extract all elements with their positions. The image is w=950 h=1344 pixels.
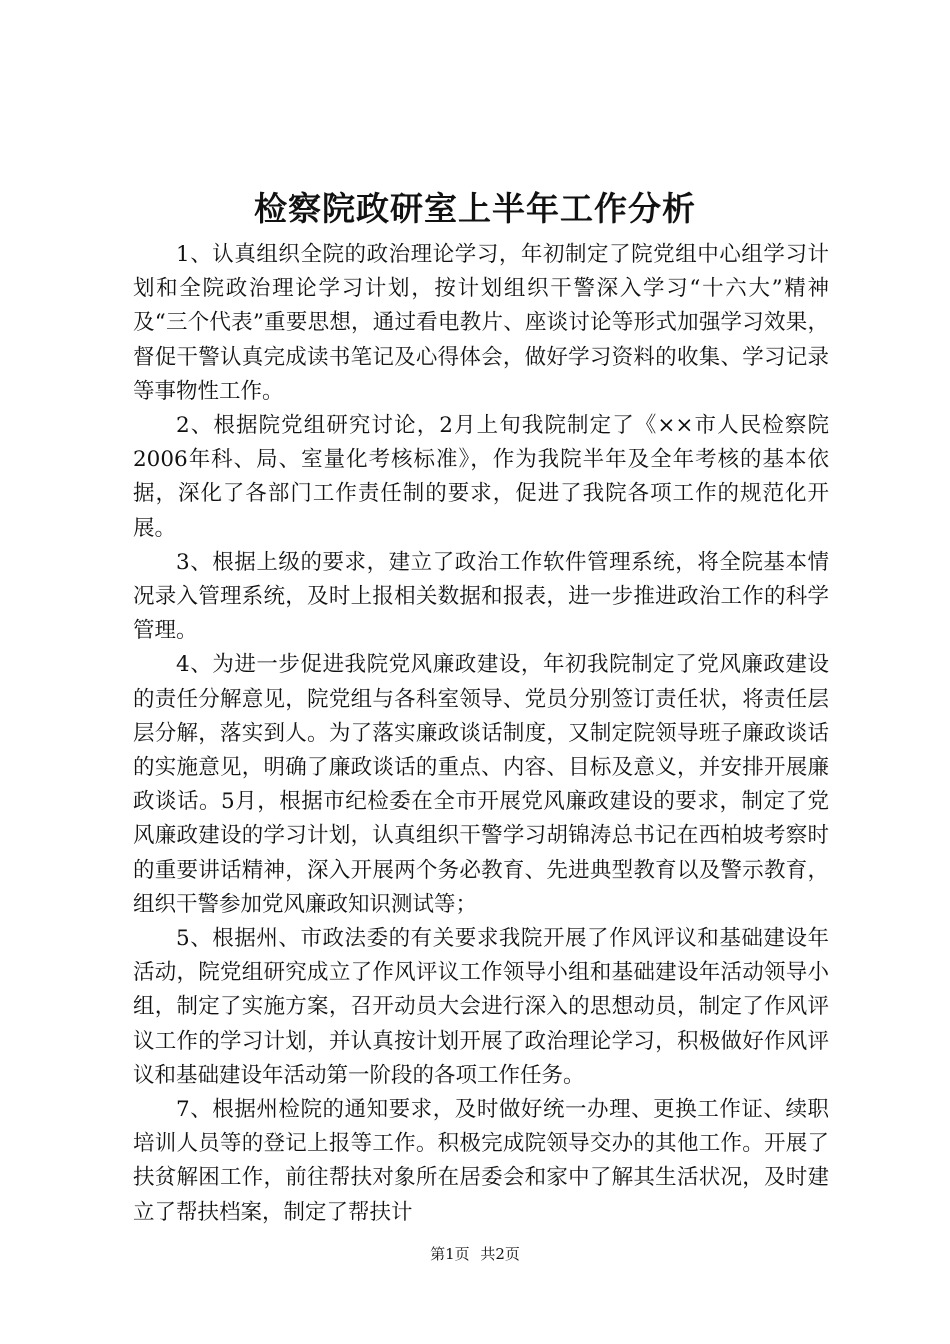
page-number-total: 共2页 [480, 1245, 520, 1263]
paragraph-5: 5、根据州、市政法委的有关要求我院开展了作风评议和基础建设年活动，院党组研究成立了作风评议工作领导小组和基础建设年活动领导小组，制定了实施方案，召开动员大会进行深入的思想动员，制定了作风评议工作的学习计划，并认真按计划开展了政治理论学习，积极做好作风评议和基础建设年活动第一阶段的各项工作任务。 [133, 926, 829, 1088]
paragraph-3: 3、根据上级的要求，建立了政治工作软件管理系统，将全院基本情况录入管理系统，及时上报相关数据和报表，进一步推进政治工作的科学管理。 [133, 549, 829, 644]
document-body [133, 238, 829, 1230]
paragraph-1: 1、认真组织全院的政治理论学习，年初制定了院党组中心组学习计划和全院政治理论学习计划，按计划组织干警深入学习“十六大”精神及“三个代表”重要思想，通过看电教片、座谈讨论等形式加强学习效果，督促干警认真完成读书笔记及心得体会，做好学习资料的收集、学习记录等事物性工作。 [133, 242, 829, 404]
page-footer [0, 1243, 950, 1265]
paragraph-7: 7、根据州检院的通知要求，及时做好统一办理、更换工作证、续职培训人员等的登记上报等工作。积极完成院领导交办的其他工作。开展了扶贫解困工作，前往帮扶对象所在居委会和家中了解其生活状况，及时建立了帮扶档案，制定了帮扶计 [133, 1097, 829, 1225]
page-number-current: 第1页 [430, 1245, 470, 1263]
document-title: 检察院政研室上半年工作分析 [254, 189, 696, 228]
paragraph-4: 4、为进一步促进我院党风廉政建设，年初我院制定了党风廉政建设的责任分解意见，院党组与各科室领导、党员分别签订责任状，将责任层层分解，落实到人。为了落实廉政谈话制度，又制定院领导班子廉政谈话的实施意见，明确了廉政谈话的重点、内容、目标及意义，并安排开展廉政谈话。5月，根据市纪检委在全市开展党风廉政建设的要求，制定了党风廉政建设的学习计划，认真组织干警学习胡锦涛总书记在西柏坡考察时的重要讲话精神，深入开展两个务必教育、先进典型教育以及警示教育，组织干警参加党风廉政知识测试等； [133, 652, 829, 917]
paragraph-2: 2、根据院党组研究讨论，2月上旬我院制定了《××市人民检察院2006年科、局、室量化考核标准》，作为我院半年及全年考核的基本依据，深化了各部门工作责任制的要求，促进了我院各项工作的规范化开展。 [133, 413, 829, 541]
